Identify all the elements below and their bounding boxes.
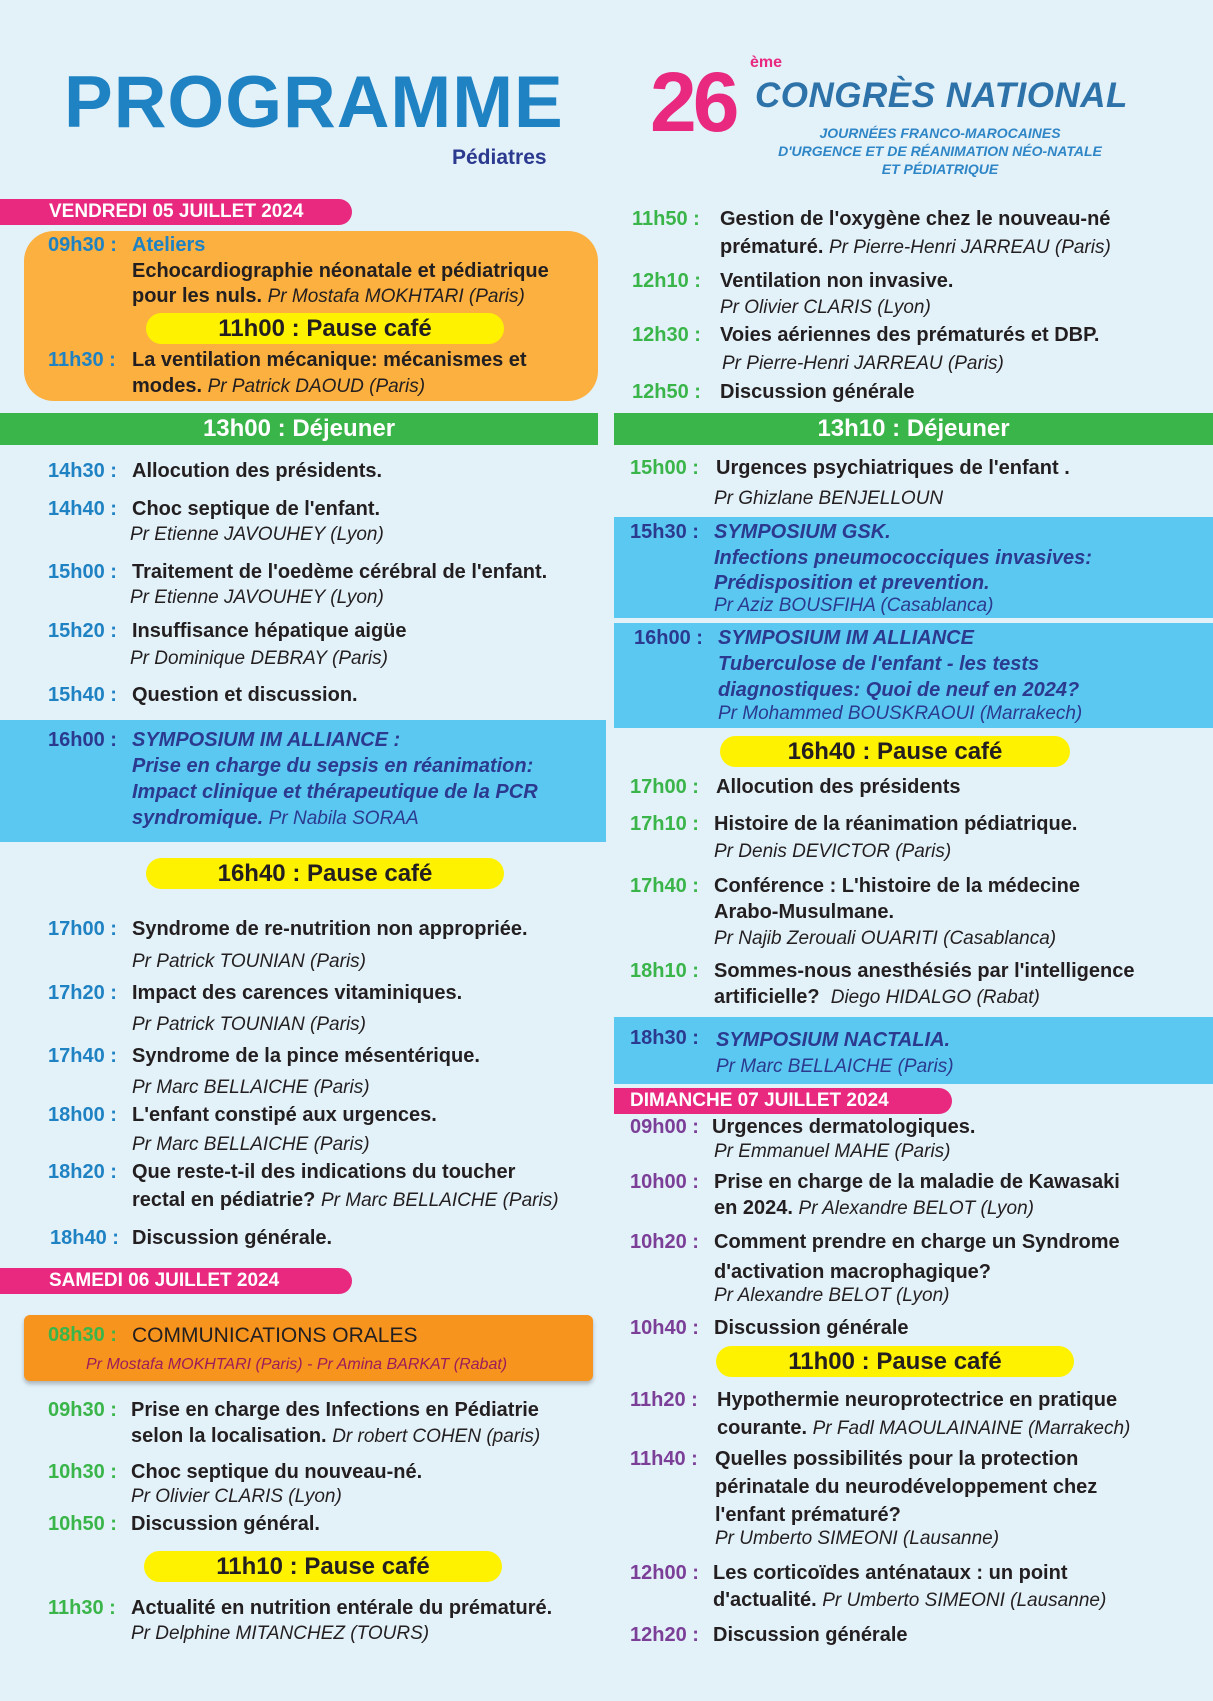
lunch-banner: 13h00 : Déjeuner	[0, 413, 598, 445]
congress-number: 26	[650, 55, 736, 149]
agenda-item: 16h00 : SYMPOSIUM IM ALLIANCE Tuberculose de l'enfant - les tests diagnostiques: Quoi de neuf en 2024? Pr Mohammed BOUSKRAOUI (Marrakech)	[634, 627, 1083, 724]
audience-subtitle: Pédiatres	[452, 146, 547, 169]
agenda-item: 15h30 : SYMPOSIUM GSK. Infections pneumococciques invasives: Prédisposition et prevention. Pr Aziz BOUSFIHA (Casablanca)	[630, 521, 1092, 616]
saturday-late-morning-list: 11h50 : Gestion de l'oxygène chez le nouveau-né prématuré. Pr Pierre-Henri JARREAU (Paris) 12h10 : Ventilation non invasive. Pr Olivier CLARIS (Lyon) 12h30 : Voies aériennes des prématurés et DBP. Pr Pierre-Henri JARREAU (Paris) 12h50 : Discussion générale	[632, 208, 1111, 403]
congress-subtitle: JOURNÉES FRANCO-MAROCAINES D'URGENCE ET DE RÉANIMATION NÉO-NATALE ET PÉDIATRIQUE	[778, 125, 1102, 177]
agenda-item: 11h30 : La ventilation mécanique: mécanismes et modes. Pr Patrick DAOUD (Paris)	[48, 349, 527, 397]
day-banner-sunday: DIMANCHE 07 JUILLET 2024	[614, 1088, 952, 1114]
coffee-break: 11h00 : Pause café	[146, 313, 504, 344]
coffee-break: 16h40 : Pause café	[720, 736, 1070, 767]
programme-title: PROGRAMME	[64, 62, 564, 143]
congress-number-suffix: ème	[750, 54, 783, 71]
sunday-late-list: 11h20 : Hypothermie neuroprotectrice en pratique courante. Pr Fadl MAOULAINAINE (Marrakech) 11h40 : Quelles possibilités pour la protection périnatale du neurodéveloppement chez l'enfant prématuré? Pr Umberto SIMEONI (Lausanne) 12h00 : Les corticoïdes anténataux : un point d'actualité. Pr Umberto SIMEONI (Lausanne) 12h20 : Discussion générale	[630, 1389, 1131, 1646]
saturday-evening-list: 17h00 : Allocution des présidents 17h10 : Histoire de la réanimation pédiatrique. Pr Denis DEVICTOR (Paris) 17h40 : Conférence : L'histoire de la médecine Arabo-Musulmane. Pr Najib Zerouali OUARITI (Casablanca) 18h10 : Sommes-nous anesthésiés par l'intelligence artificielle? Diego HIDALGO (Rabat)	[630, 776, 1135, 1008]
agenda-item: 15h00 : Urgences psychiatriques de l'enfant . Pr Ghizlane BENJELLOUN	[630, 457, 1070, 509]
agenda-item: 09h30 : Ateliers Echocardiographie néonatale et pédiatrique pour les nuls. Pr Mostafa MOKHTARI (Paris)	[48, 234, 549, 307]
congress-title: CONGRÈS NATIONAL	[755, 76, 1128, 115]
speaker: Pr Mostafa MOKHTARI (Paris)	[267, 286, 525, 307]
sunday-morning-list: 09h00 : Urgences dermatologiques. Pr Emmanuel MAHE (Paris) 10h00 : Prise en charge de la maladie de Kawasaki en 2024. Pr Alexandre BELOT (Lyon) 10h20 : Comment prendre en charge un Syndrome d'activation macrophagique? Pr Alexandre BELOT (Lyon) 10h40 : Discussion générale	[630, 1116, 1120, 1339]
agenda-item: 18h30 : SYMPOSIUM NACTALIA. Pr Marc BELLAICHE (Paris)	[630, 1027, 954, 1077]
saturday-morning-list: 09h30 : Prise en charge des Infections en Pédiatrie selon la localisation. Dr robert COHEN (paris) 10h30 : Choc septique du nouveau-né. Pr Olivier CLARIS (Lyon) 10h50 : Discussion général.	[48, 1399, 541, 1535]
day-banner-saturday: SAMEDI 06 JUILLET 2024	[0, 1268, 352, 1294]
coffee-break: 16h40 : Pause café	[146, 858, 504, 889]
agenda-item: 08h30 : COMMUNICATIONS ORALES Pr Mostafa MOKHTARI (Paris) - Pr Amina BARKAT (Rabat)	[48, 1324, 508, 1373]
friday-afternoon-list: 14h30 : Allocution des présidents. 14h40 : Choc septique de l'enfant. Pr Etienne JAVOUHEY (Lyon) 15h00 : Traitement de l'oedème cérébral de l'enfant. Pr Etienne JAVOUHEY (Lyon) 15h20 : Insuffisance hépatique aigüe Pr Dominique DEBRAY (Paris) 15h40 : Question et discussion.	[48, 460, 548, 706]
agenda-item: 16h00 : SYMPOSIUM IM ALLIANCE : Prise en charge du sepsis en réanimation: Impact clinique et thérapeutique de la PCR syndromique. Pr Nabila SORAA	[48, 729, 538, 829]
day-banner-friday: VENDREDI 05 JUILLET 2024	[0, 199, 352, 225]
coffee-break: 11h10 : Pause café	[144, 1551, 502, 1582]
coffee-break: 11h00 : Pause café	[716, 1346, 1074, 1377]
lunch-banner: 13h10 : Déjeuner	[614, 413, 1213, 445]
friday-evening-list: 17h00 : Syndrome de re-nutrition non appropriée. Pr Patrick TOUNIAN (Paris) 17h20 : Impact des carences vitaminiques. Pr Patrick TOUNIAN (Paris) 17h40 : Syndrome de la pince mésentérique. Pr Marc BELLAICHE (Paris) 18h00 : L'enfant constipé aux urgences. Pr Marc BELLAICHE (Paris) 18h20 : Que reste-t-il des indications du toucher rectal en pédiatrie? Pr Marc BELLAICHE (Paris) 18h40 : Discussion générale.	[48, 918, 559, 1249]
agenda-item: 11h30 : Actualité en nutrition entérale du prématuré. Pr Delphine MITANCHEZ (TOURS)	[48, 1597, 553, 1644]
